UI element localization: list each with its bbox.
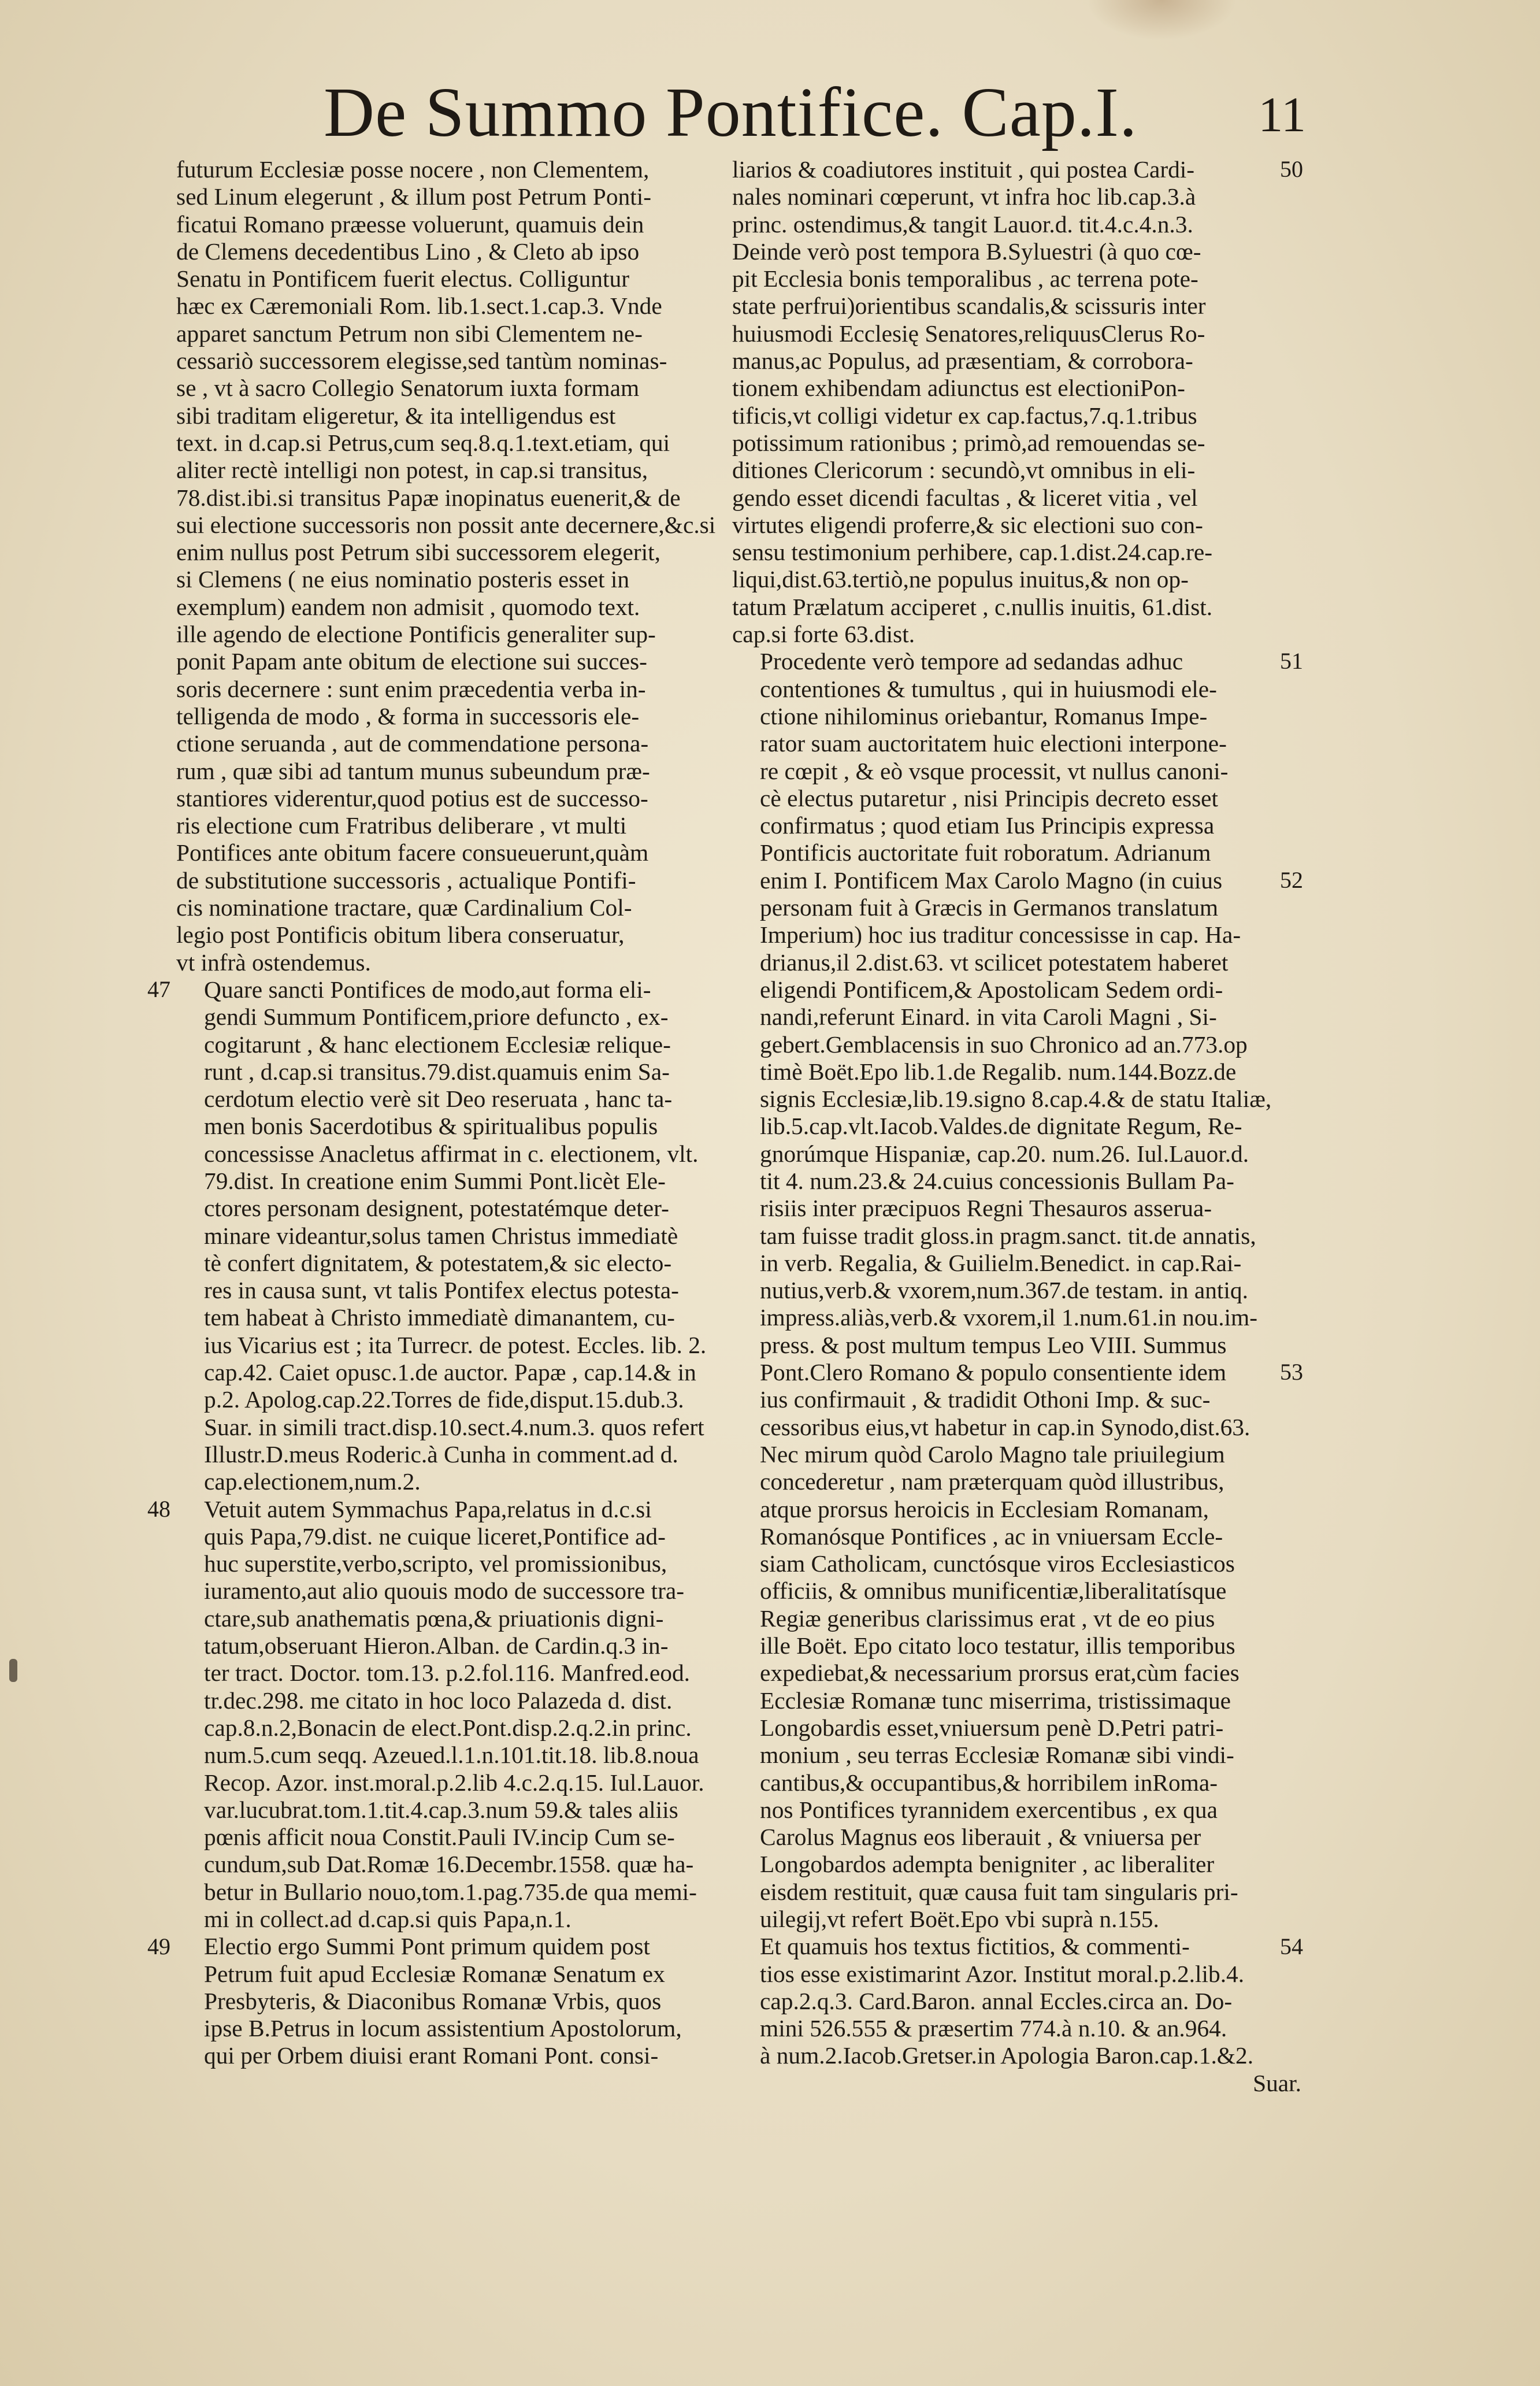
text-line: mini 526.555 & præsertim 774.à n.10. & an.964.: [760, 2015, 1227, 2042]
text-line: tè confert dignitatem, & potestatem,& sic electo-: [204, 1249, 672, 1276]
paragraph: [176, 976, 745, 1496]
text-line: cap.si forte 63.dist.: [732, 621, 915, 648]
text-line: Recop. Azor. inst.moral.p.2.lib 4.c.2.q.15. Iul.Lauor.: [204, 1769, 704, 1796]
text-line: à num.2.Iacob.Gretser.in Apologia Baron.cap.1.&2.: [760, 2042, 1254, 2069]
text-line: ipse B.Petrus in locum assistentium Apostolorum,: [204, 2015, 682, 2042]
text-line: tam fuisse tradit gloss.in pragm.sanct. tit.de annatis,: [760, 1222, 1256, 1249]
text-line: nutius,verb.& vxorem,num.367.de testam. in antiq.: [760, 1277, 1248, 1304]
paragraph: [176, 1496, 745, 1933]
text-line: ctione nihilominus oriebantur, Romanus Impe-: [760, 702, 1208, 729]
text-line: Suar. in simili tract.disp.10.sect.4.num.3. quos refert: [204, 1413, 704, 1440]
text-line: huc superstite,verbo,scripto, vel promissionibus,: [204, 1550, 667, 1577]
text-line: liarios & coadiutores instituit , qui postea Cardi-: [732, 156, 1195, 183]
catchword: Suar.: [1253, 2069, 1301, 2096]
margin-mark: [9, 1659, 17, 1682]
text-line: men bonis Sacerdotibus & spiritualibus populis: [204, 1113, 658, 1140]
left-column: [176, 156, 745, 2070]
text-line: tios esse existimarint Azor. Institut moral.p.2.lib.4.: [760, 1960, 1245, 1987]
marginal-paragraph-number: 53: [1280, 1359, 1303, 1385]
text-line: Senatu in Pontificem fuerit electus. Colliguntur: [176, 265, 629, 292]
text-line: state perfrui)orientibus scandalis,& scissuris inter: [732, 292, 1206, 320]
text-line: Electio ergo Summi Pont primum quidem post: [204, 1933, 650, 1960]
text-line: nos Pontifices tyrannidem exercentibus , ex qua: [760, 1796, 1218, 1823]
text-line: de Clemens decedentibus Lino , & Cleto ab ipso: [176, 238, 640, 265]
text-line: liqui,dist.63.tertiò,ne populus inuitus,& non op-: [732, 566, 1189, 593]
text-line: ius Vicarius est ; ita Turrecr. de potest. Eccles. lib. 2.: [204, 1331, 707, 1358]
paragraph: [732, 156, 1301, 648]
text-line: Pontifices ante obitum facere consueuerunt,quàm: [176, 839, 649, 866]
text-line: sed Linum elegerunt , & illum post Petrum Ponti-: [176, 183, 651, 210]
text-line: ctores personam designent, potestatémque deter-: [204, 1195, 669, 1222]
text-line: runt , d.cap.si transitus.79.dist.quamuis enim Sa-: [204, 1058, 670, 1085]
text-line: p.2. Apolog.cap.22.Torres de fide,disput.15.dub.3.: [204, 1386, 684, 1413]
text-line: Presbyteris, & Diaconibus Romanæ Vrbis, quos: [204, 1987, 662, 2014]
text-line: quis Papa,79.dist. ne cuique liceret,Pontifice ad-: [204, 1522, 666, 1550]
text-line: princ. ostendimus,& tangit Lauor.d. tit.4.c.4.n.3.: [732, 210, 1193, 238]
text-line: Vetuit autem Symmachus Papa,relatus in d.c.si: [204, 1495, 652, 1522]
text-line: enim nullus post Petrum sibi successorem elegerit,: [176, 539, 661, 566]
text-line: drianus,il 2.dist.63. vt scilicet potestatem haberet: [760, 949, 1229, 976]
text-line: contentiones & tumultus , qui in huiusmodi ele-: [760, 675, 1217, 702]
text-line: huiusmodi Ecclesię Senatores,reliquusClerus Ro-: [732, 320, 1205, 347]
text-line: risiis inter præcipuos Regni Thesauros asserua-: [760, 1195, 1212, 1222]
text-line: cap.42. Caiet opusc.1.de auctor. Papæ , cap.14.& in: [204, 1359, 696, 1386]
text-line: lib.5.cap.vlt.Iacob.Valdes.de dignitate Regum, Re-: [760, 1113, 1242, 1140]
paragraph: [732, 648, 1301, 866]
paragraph: [176, 1933, 745, 2069]
marginal-paragraph-number: 49: [147, 1933, 170, 1959]
text-line: cundum,sub Dat.Romæ 16.Decembr.1558. quæ ha-: [204, 1851, 694, 1878]
text-line: res in causa sunt, vt talis Pontifex electus potesta-: [204, 1277, 679, 1304]
marginal-paragraph-number: 52: [1280, 866, 1303, 893]
text-line: hæc ex Cæremoniali Rom. lib.1.sect.1.cap.3. Vnde: [176, 292, 662, 320]
text-line: cerdotum electio verè sit Deo reseruata , hanc ta-: [204, 1085, 673, 1113]
text-line: exemplum) eandem non admisit , quomodo text.: [176, 593, 640, 620]
text-line: rum , quæ sibi ad tantum munus subeundum præ-: [176, 757, 650, 784]
text-line: gendi Summum Pontificem,priore defuncto , ex-: [204, 1003, 669, 1031]
text-line: ctare,sub anathematis pœna,& priuationis digni-: [204, 1605, 664, 1632]
text-line: in verb. Regalia, & Guilielm.Benedict. in cap.Rai-: [760, 1249, 1242, 1276]
paragraph: [732, 867, 1301, 1359]
paragraph: [732, 1359, 1301, 1933]
running-head: [324, 69, 1306, 162]
text-line: gebert.Gemblacensis in suo Chronico ad an.773.op: [760, 1031, 1248, 1058]
text-line: monium , seu terras Ecclesiæ Romanæ sibi vindi-: [760, 1742, 1234, 1769]
text-line: Illustr.D.meus Roderic.à Cunha in comment.ad d.: [204, 1440, 678, 1468]
text-line: cè electus putaretur , nisi Principis decreto esset: [760, 784, 1219, 812]
text-line: qui per Orbem diuisi erant Romani Pont. consi-: [204, 2042, 659, 2069]
text-line: mi in collect.ad d.cap.si quis Papa,n.1.: [204, 1906, 572, 1932]
text-line: enim I. Pontificem Max Carolo Magno (in cuius: [760, 866, 1223, 894]
text-line: manus,ac Populus, ad præsentiam, & corrobora-: [732, 347, 1193, 375]
text-line: timè Boët.Epo lib.1.de Regalib. num.144.Bozz.de: [760, 1058, 1237, 1085]
text-line: pit Ecclesia bonis temporalibus , ac terrena pote-: [732, 265, 1198, 292]
text-line: apparet sanctum Petrum non sibi Clementem ne-: [176, 320, 643, 347]
text-line: Ecclesiæ Romanæ tunc miserrima, tristissimaque: [760, 1687, 1231, 1714]
right-column: [732, 156, 1301, 2097]
marginal-paragraph-number: 51: [1280, 648, 1303, 675]
text-line: concederetur , nam præterquam quòd illustribus,: [760, 1468, 1224, 1495]
marginal-paragraph-number: 50: [1280, 156, 1303, 182]
text-line: gendo esset dicendi facultas , & liceret vitia , vel: [732, 484, 1198, 511]
text-line: siam Catholicam, cunctósque viros Ecclesiasticos: [760, 1550, 1235, 1577]
text-line: press. & post multum tempus Leo VIII. Summus: [760, 1331, 1227, 1358]
text-line: cogitarunt , & hanc electionem Ecclesiæ relique-: [204, 1031, 671, 1058]
paragraph: [176, 156, 745, 976]
text-line: Longobardis esset,vniuersum penè D.Petri patri-: [760, 1714, 1224, 1741]
folio-number: 11: [1258, 87, 1306, 142]
text-line: Regiæ generibus clarissimus erat , vt de eo pius: [760, 1605, 1215, 1632]
text-line: signis Ecclesiæ,lib.19.signo 8.cap.4.& de statu Italiæ,: [760, 1085, 1272, 1113]
text-line: sibi traditam eligeretur, & ita intelligendus est: [176, 402, 616, 429]
running-title: De Summo Pontifice. Cap.I.: [324, 73, 1138, 151]
text-line: betur in Bullario nouo,tom.1.pag.735.de qua memi-: [204, 1878, 697, 1905]
marginal-paragraph-number: 47: [147, 976, 170, 1002]
text-line: sensu testimonium perhibere, cap.1.dist.24.cap.re-: [732, 539, 1213, 566]
text-line: ficatui Romano præesse voluerunt, quamuis dein: [176, 210, 644, 238]
text-line: cis nominatione tractare, quæ Cardinalium Col-: [176, 894, 632, 921]
text-line: ditiones Clericorum : secundò,vt omnibus in eli-: [732, 457, 1196, 484]
text-line: Romanósque Pontifices , ac in vniuersam Eccle-: [760, 1522, 1223, 1550]
text-line: se , vt à sacro Collegio Senatorum iuxta formam: [176, 375, 640, 402]
text-line: Quare sancti Pontifices de modo,aut forma eli-: [204, 976, 651, 1003]
text-line: sui electione successoris non possit ante decernere,&c.si: [176, 511, 716, 538]
text-line: cantibus,& occupantibus,& horribilem inRoma-: [760, 1769, 1218, 1796]
text-line: tificis,vt colligi videtur ex cap.factus,7.q.1.tribus: [732, 402, 1197, 429]
text-line: aliter rectè intelligi non potest, in cap.si transitus,: [176, 457, 648, 484]
text-line: si Clemens ( ne eius nominatio posteris esset in: [176, 566, 630, 593]
text-line: concessisse Anacletus affirmat in c. electionem, vlt.: [204, 1140, 699, 1167]
text-line: nandi,referunt Einard. in vita Caroli Magni , Si-: [760, 1003, 1217, 1031]
text-line: num.5.cum seqq. Azeued.l.1.n.101.tit.18. lib.8.noua: [204, 1742, 699, 1769]
text-line: minare videantur,solus tamen Christus immediatè: [204, 1222, 678, 1249]
text-line: pœnis afficit noua Constit.Pauli IV.incip Cum se-: [204, 1824, 675, 1851]
text-line: cap.2.q.3. Card.Baron. annal Eccles.circa an. Do-: [760, 1987, 1233, 2014]
text-line: atque prorsus heroicis in Ecclesiam Romanam,: [760, 1495, 1209, 1522]
text-line: impress.aliàs,verb.& vxorem,il 1.num.61.in nou.im-: [760, 1304, 1258, 1331]
text-line: Carolus Magnus eos liberauit , & vniuersa per: [760, 1824, 1201, 1851]
text-line: uilegij,vt refert Boët.Epo vbi suprà n.155.: [760, 1906, 1159, 1932]
text-line: stantiores viderentur,quod potius est de successo-: [176, 784, 648, 812]
text-line: tatum,obseruant Hieron.Alban. de Cardin.q.3 in-: [204, 1632, 669, 1659]
text-line: iuramento,aut alio quouis modo de successore tra-: [204, 1577, 685, 1605]
text-line: rator suam auctoritatem huic electioni interpone-: [760, 730, 1227, 757]
text-line: 79.dist. In creatione enim Summi Pont.licèt Ele-: [204, 1167, 666, 1194]
text-line: Petrum fuit apud Ecclesiæ Romanæ Senatum ex: [204, 1960, 665, 1987]
text-line: officiis, & omnibus munificentiæ,liberalitatísque: [760, 1577, 1227, 1605]
text-line: de substitutione successoris , actualique Pontifi-: [176, 866, 636, 894]
text-line: Imperium) hoc ius traditur concessisse in cap. Ha-: [760, 921, 1241, 949]
text-line: Nec mirum quòd Carolo Magno tale priuilegium: [760, 1440, 1225, 1468]
text-line: eisdem restituit, quæ causa fuit tam singularis pri-: [760, 1878, 1238, 1905]
text-line: Longobardos adempta benigniter , ac liberaliter: [760, 1851, 1215, 1878]
text-line: ctione seruanda , aut de commendatione persona-: [176, 730, 649, 757]
text-line: ille agendo de electione Pontificis generaliter sup-: [176, 621, 656, 648]
text-line: potissimum rationibus ; primò,ad remouendas se-: [732, 429, 1205, 456]
text-line: soris decernere : sunt enim præcedentia verba in-: [176, 675, 646, 702]
paper-stain: [1086, 0, 1237, 40]
text-line: tionem exhibendam adiunctus est electioniPon-: [732, 375, 1185, 402]
text-line: var.lucubrat.tom.1.tit.4.cap.3.num 59.& tales aliis: [204, 1796, 678, 1823]
text-line: nales nominari cœperunt, vt infra hoc lib.cap.3.à: [732, 183, 1196, 210]
text-line: Pontificis auctoritate fuit roboratum. Adrianum: [760, 839, 1211, 866]
text-line: telligenda de modo , & forma in successoris ele-: [176, 702, 640, 729]
text-line: virtutes eligendi proferre,& sic electioni suo con-: [732, 511, 1203, 538]
text-line: text. in d.cap.si Petrus,cum seq.8.q.1.text.etiam, qui: [176, 429, 670, 456]
text-line: expediebat,& necessarium prorsus erat,cùm facies: [760, 1659, 1240, 1687]
text-line: cap.8.n.2,Bonacin de elect.Pont.disp.2.q.2.in princ.: [204, 1714, 692, 1741]
paragraph: [732, 1933, 1301, 2069]
text-line: Et quamuis hos textus fictitios, & commenti-: [760, 1933, 1190, 1960]
text-line: ponit Papam ante obitum de electione sui succes-: [176, 648, 647, 675]
text-line: personam fuit à Græcis in Germanos translatum: [760, 894, 1219, 921]
text-line: gnorúmque Hispaniæ, cap.20. num.26. Iul.Lauor.d.: [760, 1140, 1249, 1167]
marginal-paragraph-number: 48: [147, 1495, 170, 1522]
text-line: eligendi Pontificem,& Apostolicam Sedem ordi-: [760, 976, 1223, 1003]
text-line: tem habeat à Christo immediatè dimanantem, cu-: [204, 1304, 675, 1331]
text-line: tit 4. num.23.& 24.cuius concessionis Bullam Pa-: [760, 1167, 1234, 1194]
marginal-paragraph-number: 54: [1280, 1933, 1303, 1959]
text-line: 78.dist.ibi.si transitus Papæ inopinatus euenerit,& de: [176, 484, 681, 511]
text-line: vt infrà ostendemus.: [176, 949, 371, 976]
text-line: tr.dec.298. me citato in hoc loco Palazeda d. dist.: [204, 1687, 673, 1714]
text-line: cap.electionem,num.2.: [204, 1468, 421, 1495]
text-line: cessoribus eius,vt habetur in cap.in Synodo,dist.63.: [760, 1413, 1250, 1440]
text-line: Pont.Clero Romano & populo consentiente idem: [760, 1359, 1227, 1386]
text-line: ter tract. Doctor. tom.13. p.2.fol.116. Manfred.eod.: [204, 1659, 691, 1687]
text-line: re cœpit , & eò vsque processit, vt nullus canoni-: [760, 757, 1229, 784]
text-line: ris electione cum Fratribus deliberare , vt multi: [176, 812, 627, 839]
text-line: ille Boët. Epo citato loco testatur, illis temporibus: [760, 1632, 1235, 1659]
text-line: futurum Ecclesiæ posse nocere , non Clementem,: [176, 156, 650, 183]
text-line: legio post Pontificis obitum libera conseruatur,: [176, 921, 625, 949]
text-line: Deinde verò post tempora B.Syluestri (à quo cœ-: [732, 238, 1201, 265]
text-line: cessariò successorem elegisse,sed tantùm nominas-: [176, 347, 667, 375]
text-line: confirmatus ; quod etiam Ius Principis expressa: [760, 812, 1215, 839]
text-line: Procedente verò tempore ad sedandas adhuc: [760, 648, 1183, 675]
text-line: ius confirmauit , & tradidit Othoni Imp. & suc-: [760, 1386, 1211, 1413]
text-line: tatum Prælatum acciperet , c.nullis inuitis, 61.dist.: [732, 593, 1213, 620]
